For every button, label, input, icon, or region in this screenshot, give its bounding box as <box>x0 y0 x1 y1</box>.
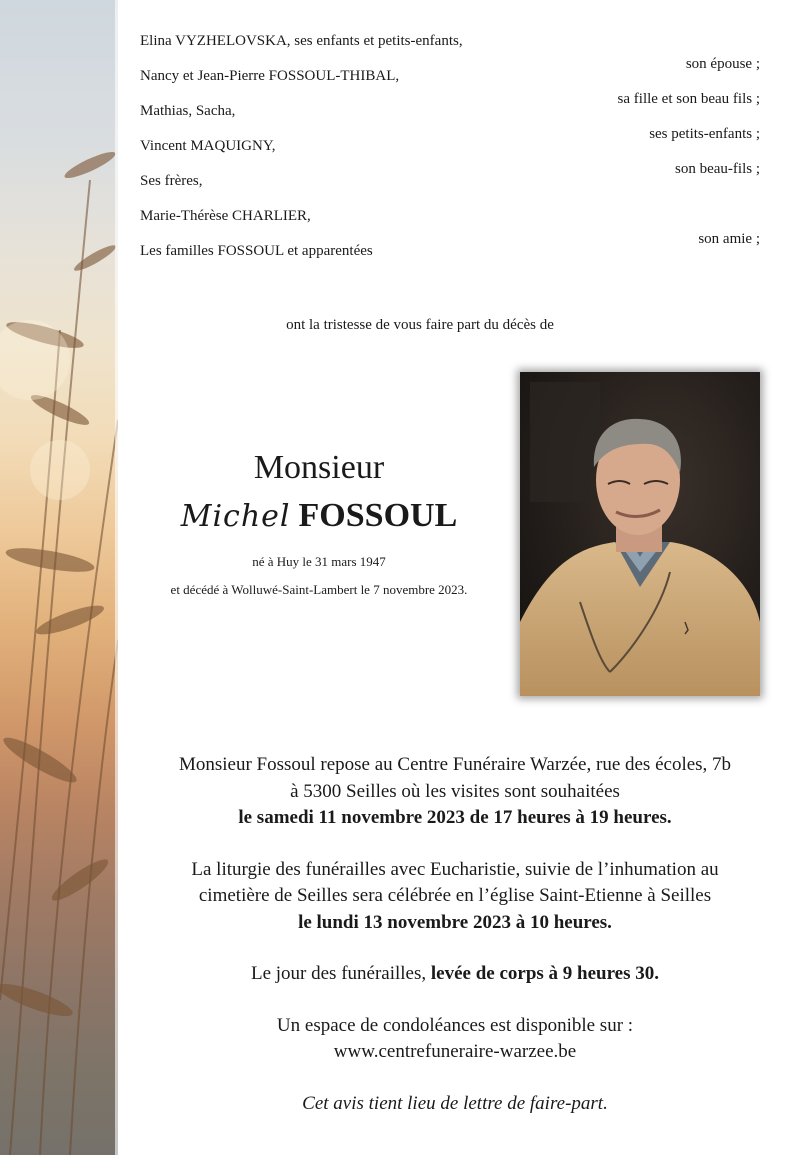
deceased-full-name <box>140 496 498 537</box>
condolences-website: www.centrefuneraire-warzee.be <box>333 1041 577 1062</box>
condolences-line: Un espace de condoléances est disponible sur : <box>276 1014 634 1036</box>
family-row <box>140 103 760 142</box>
family-row <box>140 68 760 107</box>
family-relation: sa fille et son beau fils ; <box>617 91 760 107</box>
funeral-line: cimetière de Seilles sera célébrée en l’église Saint-Etienne à Seilles <box>198 885 712 906</box>
family-name: Elina VYZHELOVSKA, ses enfants et petits-enfants, <box>140 33 463 49</box>
closing-note: Cet avis tient lieu de lettre de faire-part. <box>302 1092 608 1114</box>
family-relation: son épouse ; <box>685 56 760 72</box>
family-name: Ses frères, <box>140 173 203 189</box>
portrait-photo <box>520 372 760 696</box>
funeral-line: La liturgie des funérailles avec Eucharistie, suivie de l’inhumation au <box>191 858 719 880</box>
person-portrait-illustration <box>520 372 760 696</box>
grass-illustration <box>0 0 118 1155</box>
family-row <box>140 138 760 177</box>
family-name: Les familles FOSSOUL et apparentées <box>140 243 373 259</box>
family-row <box>140 173 760 193</box>
family-row <box>140 208 760 247</box>
family-relation: son amie ; <box>698 231 760 247</box>
birth-info: né à Huy le 31 mars 1947 <box>252 554 386 569</box>
intro-text: ont la tristesse de vous faire part du décès de <box>286 317 554 333</box>
family-relation: ses petits-enfants ; <box>649 126 760 142</box>
family-row <box>140 33 760 72</box>
departure-prefix: Le jour des funérailles, <box>250 963 427 984</box>
ceremony-details <box>130 752 780 1117</box>
family-name: Nancy et Jean-Pierre FOSSOUL-THIBAL, <box>140 68 400 84</box>
deceased-salutation: Monsieur <box>253 449 385 486</box>
departure-time: levée de corps à 9 heures 30. <box>430 963 660 984</box>
family-name: Marie-Thérèse CHARLIER, <box>140 208 311 224</box>
departure-line <box>130 961 780 988</box>
visitation-time: le samedi 11 novembre 2023 de 17 heures à 19 heures. <box>238 807 672 828</box>
funeral-time: le lundi 13 novembre 2023 à 10 heures. <box>298 911 612 933</box>
death-info: et décédé à Wolluwé-Saint-Lambert le 7 novembre 2023. <box>170 582 468 597</box>
family-name: Vincent MAQUIGNY, <box>140 138 276 154</box>
decorative-grass-strip <box>0 0 118 1155</box>
deceased-first-name: Michel <box>180 499 291 534</box>
visitation-line: Monsieur Fossoul repose au Centre Funéraire Warzée, rue des écoles, 7b <box>178 754 732 775</box>
deceased-name-block <box>140 448 498 599</box>
family-relation: son beau-fils ; <box>675 161 760 177</box>
family-name: Mathias, Sacha, <box>140 103 236 119</box>
family-row <box>140 243 760 263</box>
visitation-line: à 5300 Seilles où les visites sont souhaitées <box>290 780 620 802</box>
deceased-last-name: FOSSOUL <box>298 497 458 534</box>
